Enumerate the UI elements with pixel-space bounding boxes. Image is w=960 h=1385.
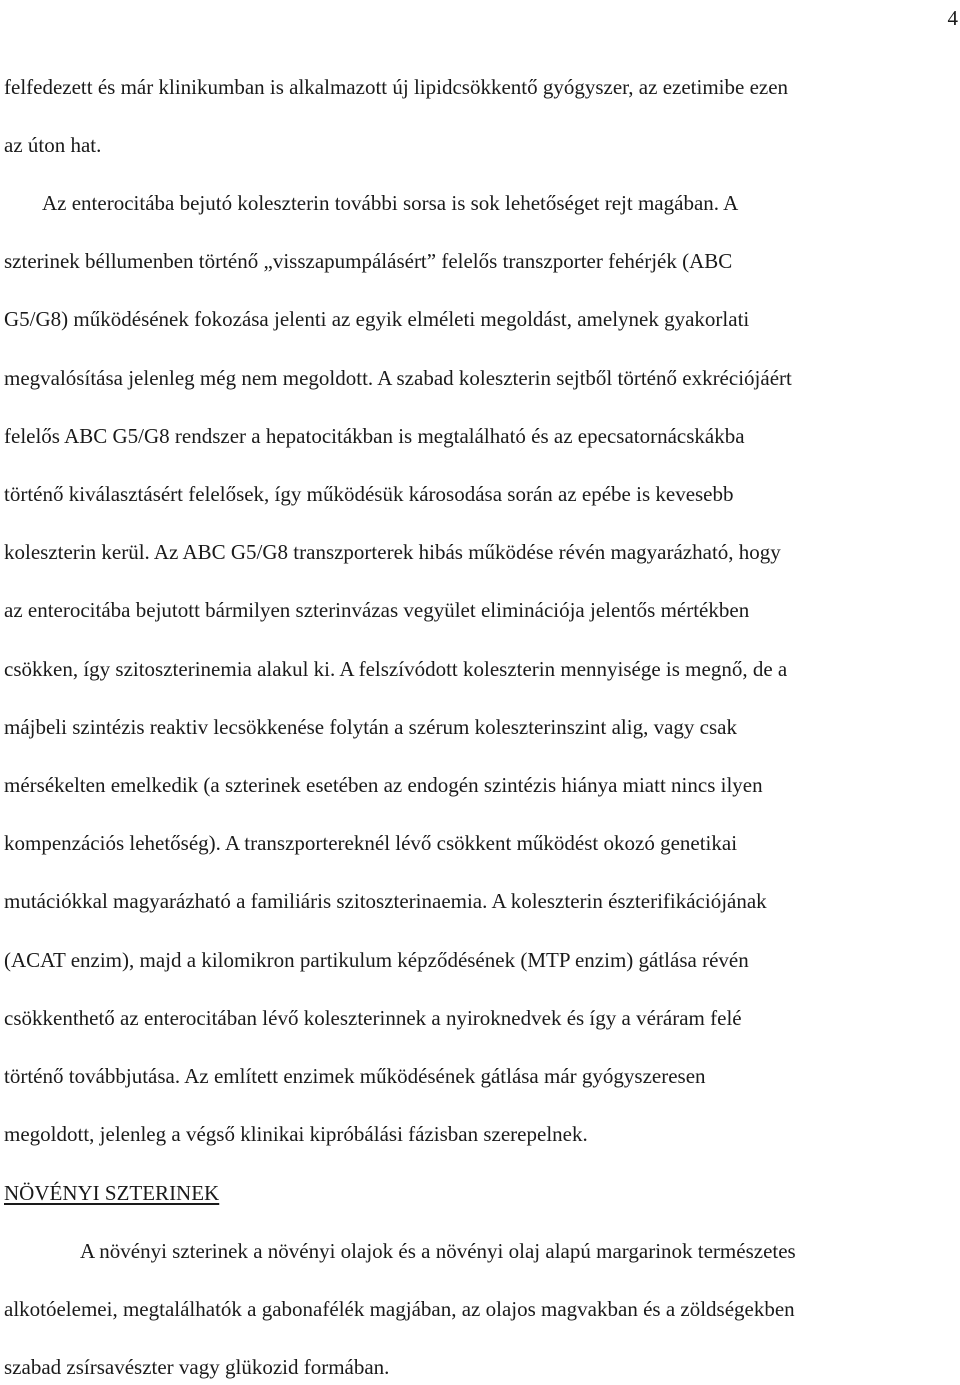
text-line: mutációkkal magyarázható a familiáris szitoszterinaemia. A koleszterin észterifikációjának <box>4 889 767 913</box>
text-line: az enterocitába bejutott bármilyen szterinvázas vegyület eliminációja jelentős mértékben <box>4 598 750 622</box>
text-line: (ACAT enzim), majd a kilomikron partikulum képződésének (MTP enzim) gátlása révén <box>4 948 749 972</box>
paragraph-start-line: A növényi szterinek a növényi olajok és a növényi olaj alapú margarinok természetes <box>80 1239 796 1263</box>
text-line: alkotóelemei, megtalálhatók a gabonafélék magjában, az olajos magvakban és a zöldségekben <box>4 1297 795 1321</box>
text-line: az úton hat. <box>4 133 102 157</box>
text-line: szterinek béllumenben történő „visszapumpálásért” felelős transzporter fehérjék (ABC <box>4 249 733 273</box>
text-line: csökkenthető az enterocitában lévő koleszterinnek a nyiroknedvek és így a véráram felé <box>4 1006 742 1030</box>
text-line: kompenzációs lehetőség). A transzportereknél lévő csökkent működést okozó genetikai <box>4 831 738 855</box>
text-line: felfedezett és már klinikumban is alkalmazott új lipidcsökkentő gyógyszer, az ezetimibe ezen <box>4 75 789 99</box>
paragraph-start-line: Az enterocitába bejutó koleszterin további sorsa is sok lehetőséget rejt magában. A <box>42 191 739 215</box>
text-line: koleszterin kerül. Az ABC G5/G8 transzporterek hibás működése révén magyarázható, hogy <box>4 540 781 564</box>
text-line: történő kiválasztásért felelősek, így működésük károsodása során az epébe is kevesebb <box>4 482 734 506</box>
text-line: történő továbbjutása. Az említett enzimek működésének gátlása már gyógyszeresen <box>4 1064 706 1088</box>
text-line: mérsékelten emelkedik (a szterinek esetében az endogén szintézis hiánya miatt nincs ilyen <box>4 773 763 797</box>
text-line: megoldott, jelenleg a végső klinikai kipróbálási fázisban szerepelnek. <box>4 1122 588 1146</box>
text-line: májbeli szintézis reaktiv lecsökkenése folytán a szérum koleszterinszint alig, vagy csak <box>4 715 737 739</box>
text-line: felelős ABC G5/G8 rendszer a hepatocitákban is megtalálható és az epecsatornácskákba <box>4 424 745 448</box>
page-number: 4 <box>947 6 958 30</box>
text-line: G5/G8) működésének fokozása jelenti az egyik elméleti megoldást, amelynek gyakorlati <box>4 307 750 331</box>
section-heading: NÖVÉNYI SZTERINEK <box>4 1181 220 1205</box>
text-line: csökken, így szitoszterinemia alakul ki. A felszívódott koleszterin mennyisége is megnő, de a <box>4 657 788 681</box>
text-line: szabad zsírsavészter vagy glükozid formában. <box>4 1355 390 1379</box>
text-line: megvalósítása jelenleg még nem megoldott. A szabad koleszterin sejtből történő exkréciójáért <box>4 366 792 390</box>
